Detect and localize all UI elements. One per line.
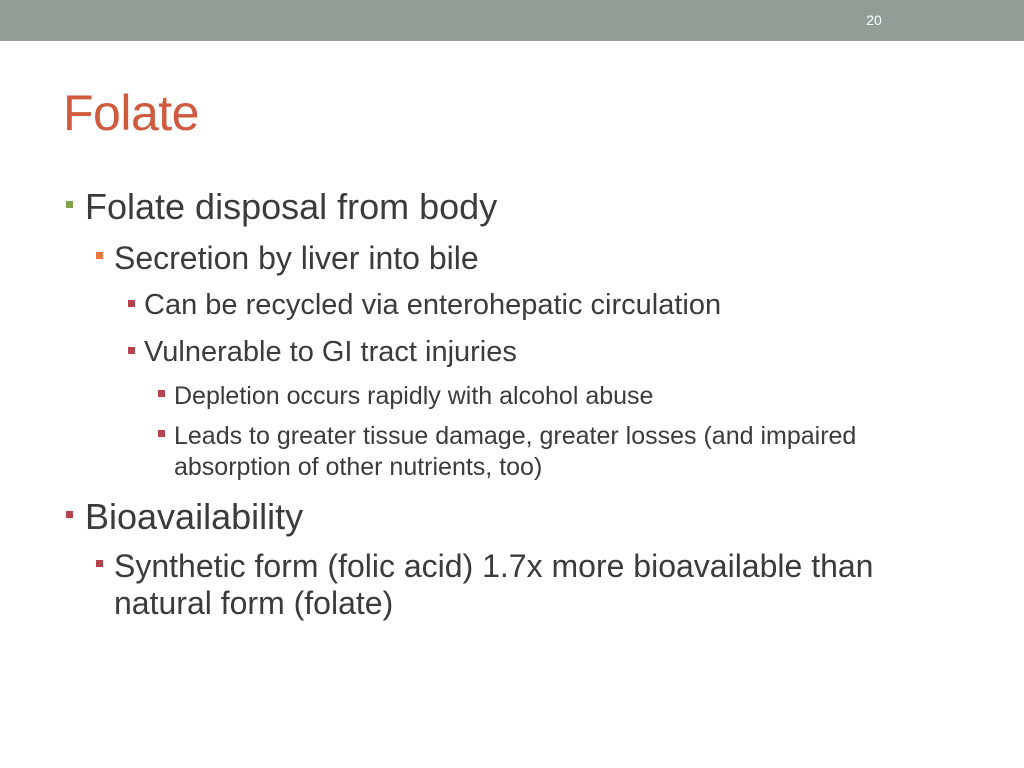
bullet-item bbox=[66, 496, 966, 538]
bullet-item bbox=[96, 548, 966, 623]
bullet-item bbox=[158, 421, 888, 482]
bullet-text: Folate disposal from body bbox=[85, 186, 498, 227]
red-square-bullet-icon bbox=[158, 430, 165, 437]
bullet-item bbox=[96, 240, 966, 277]
bullet-item bbox=[128, 336, 968, 370]
bullet-text: Synthetic form (folic acid) 1.7x more bioavailable than natural form (folate) bbox=[114, 548, 874, 622]
slide-number: 20 bbox=[866, 12, 882, 28]
bullet-item bbox=[66, 186, 966, 228]
red-square-bullet-icon bbox=[158, 390, 165, 397]
bullet-text: Can be recycled via enterohepatic circulation bbox=[144, 289, 722, 321]
top-bar bbox=[0, 0, 1024, 41]
red-square-bullet-icon bbox=[128, 347, 135, 354]
slide-title: Folate bbox=[63, 85, 199, 141]
orange-square-bullet-icon bbox=[96, 252, 103, 259]
red-square-bullet-icon bbox=[66, 511, 73, 518]
red-square-bullet-icon bbox=[128, 300, 135, 307]
bullet-text: Depletion occurs rapidly with alcohol abuse bbox=[174, 382, 654, 410]
bullet-text: Vulnerable to GI tract injuries bbox=[144, 336, 517, 368]
bullet-text: Secretion by liver into bile bbox=[114, 240, 479, 276]
bullet-item bbox=[158, 381, 938, 412]
bullet-item bbox=[128, 289, 968, 323]
green-square-bullet-icon bbox=[66, 201, 73, 208]
bullet-text: Leads to greater tissue damage, greater losses (and impaired absorption of other nutrients, too) bbox=[174, 422, 857, 481]
bullet-text: Bioavailability bbox=[85, 496, 304, 537]
red-square-bullet-icon bbox=[96, 560, 103, 567]
